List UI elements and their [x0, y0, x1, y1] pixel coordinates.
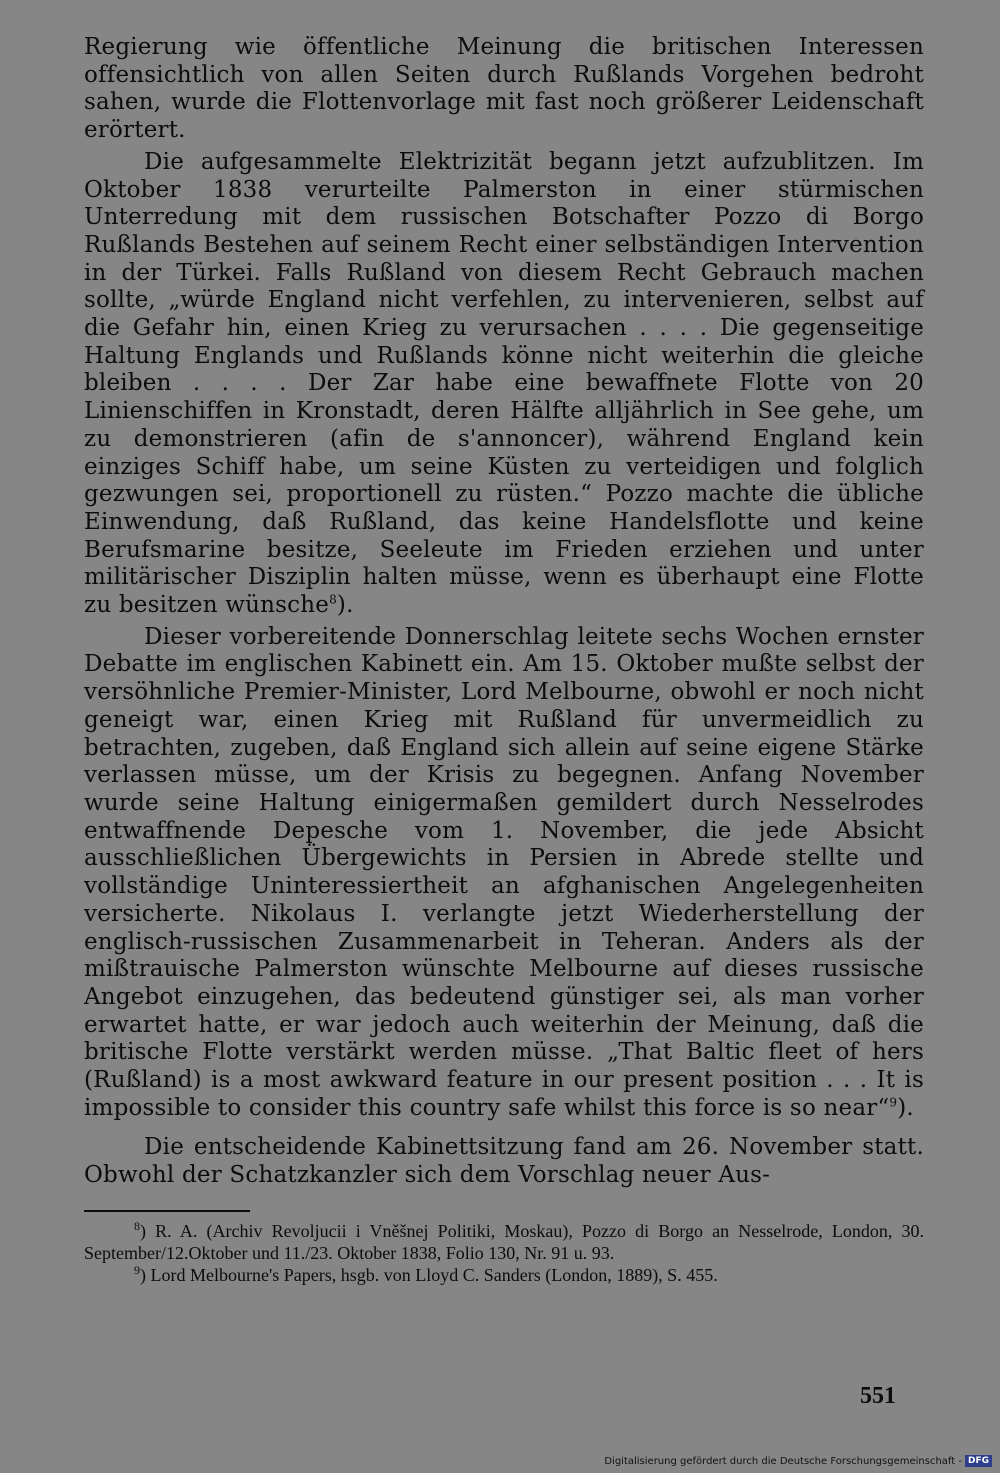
footnote-divider: [84, 1210, 250, 1212]
credit-text: Digitalisierung gefördert durch die Deutsche Forschungsgemeinschaft -: [604, 1455, 962, 1467]
page-content: [84, 34, 924, 1286]
paragraph-3-suffix: ).: [897, 1094, 914, 1121]
paragraph-1: Regierung wie öffentliche Meinung die britischen Interessen offensichtlich von allen Seiten durch Rußlands Vorgehen bedroht sahen, wurde die Flottenvorlage mit fast noch größerer Leidenschaft erörtert.: [84, 34, 924, 144]
footnote-8: $^8$) R. A. (Archiv Revoljucii i Vněšnej Politiki, Moskau), Pozzo di Borgo an Nesselrode, London, 30. September/12.Oktober und 11./23. Oktober 1838, Folio 130, Nr. 91 u. 93.: [84, 1218, 924, 1263]
footnote-9-text: Lord Melbourne's Papers, hsgb. von Lloyd C. Sanders (London, 1889), S. 455.: [150, 1264, 718, 1285]
paragraph-3: [84, 624, 924, 1123]
footnote-9: $^9$) Lord Melbourne's Papers, hsgb. von Lloyd C. Sanders (London, 1889), S. 455.: [134, 1262, 718, 1285]
paragraph-4: Die entscheidende Kabinettsitzung fand am 26. November statt. Obwohl der Schatzkanzler sich dem Vorschlag neuer Aus-: [84, 1134, 924, 1189]
page-number: 551: [860, 1383, 896, 1409]
paragraph-2-text: Die aufgesammelte Elektrizität begann jetzt aufzublitzen. Im Oktober 1838 verurteilte Palmerston in einer stürmischen Unterredung mit dem russischen Botschafter Pozzo di Borgo Rußlands Bestehen auf seinem Recht einer selbständigen Intervention in der Türkei. Falls Rußland von diesem Recht Gebrauch machen sollte, „würde England nicht verfehlen, zu intervenieren, selbst auf die Gefahr hin, einen Krieg zu verursachen . . . . Die gegenseitige Haltung Englands und Rußlands könne nicht weiterhin die gleiche bleiben . . . . Der Zar habe eine bewaffnete Flotte von 20 Linienschiffen in Kronstadt, deren Hälfte alljährlich in See gehe, um zu demonstrieren (afin de s'annoncer), während England kein einziges Schiff habe, um seine Küsten zu verteidigen und folglich gezwungen sei, proportionell zu rüsten.“ Pozzo machte die übliche Einwendung, daß Rußland, das keine Handelsflotte und keine Berufsmarine besitze, Seeleute im Frieden erziehen und unter militärischer Disziplin halten müsse, wenn es überhaupt eine Flotte zu besitzen wünsche: [84, 148, 924, 619]
footnote-9-marker: 9: [134, 1262, 140, 1277]
paragraph-3-text: Dieser vorbereitende Donnerschlag leitete sechs Wochen ernster Debatte im englischen Kabinett ein. Am 15. Oktober mußte selbst der versöhnliche Premier-Minister, Lord Melbourne, obwohl er noch nicht geneigt war, einen Krieg mit Rußland für unvermeidlich zu betrachten, zugeben, daß England sich allein auf seine eigene Stärke verlassen müsse, um der Krisis zu begegnen. Anfang November wurde seine Haltung einigermaßen gemildert durch Nesselrodes entwaffnende Depesche vom 1. November, die jede Absicht ausschließlichen Übergewichts in Persien in Abrede stellte und vollständige Uninteressiertheit an afghanischen Angelegenheiten versicherte. Nikolaus I. verlangte jetzt Wiederherstellung der englisch-russischen Zusammenarbeit in Teheran. Anders als der mißtrauische Palmerston wünschte Melbourne auf dieses russische Angebot einzugehen, das bedeutend günstiger sei, als man vorher erwartet hatte, er war jedoch auch weiterhin der Meinung, daß die britische Flotte verstärkt werden müsse. „That Baltic fleet of hers (Rußland) is a most awkward feature in our present position . . . It is impossible to consider this country safe whilst this force is so near“: [84, 623, 924, 1121]
footnote-8-text: R. A. (Archiv Revoljucii i Vněšnej Politiki, Moskau), Pozzo di Borgo an Nesselrode, London, 30. September/12.Oktober und 11./23. Oktober 1838, Folio 130, Nr. 91 u. 93.: [84, 1220, 924, 1263]
footnote-8-marker: 8: [134, 1218, 140, 1233]
paragraph-2-suffix: ).: [336, 592, 354, 619]
digitization-credit: [604, 1455, 992, 1467]
paragraph-2: [84, 149, 924, 620]
dfg-logo-icon[interactable]: DFG: [965, 1455, 992, 1467]
footnote-ref-9[interactable]: 9: [889, 1095, 898, 1110]
footnote-ref-8[interactable]: 8: [329, 592, 337, 607]
